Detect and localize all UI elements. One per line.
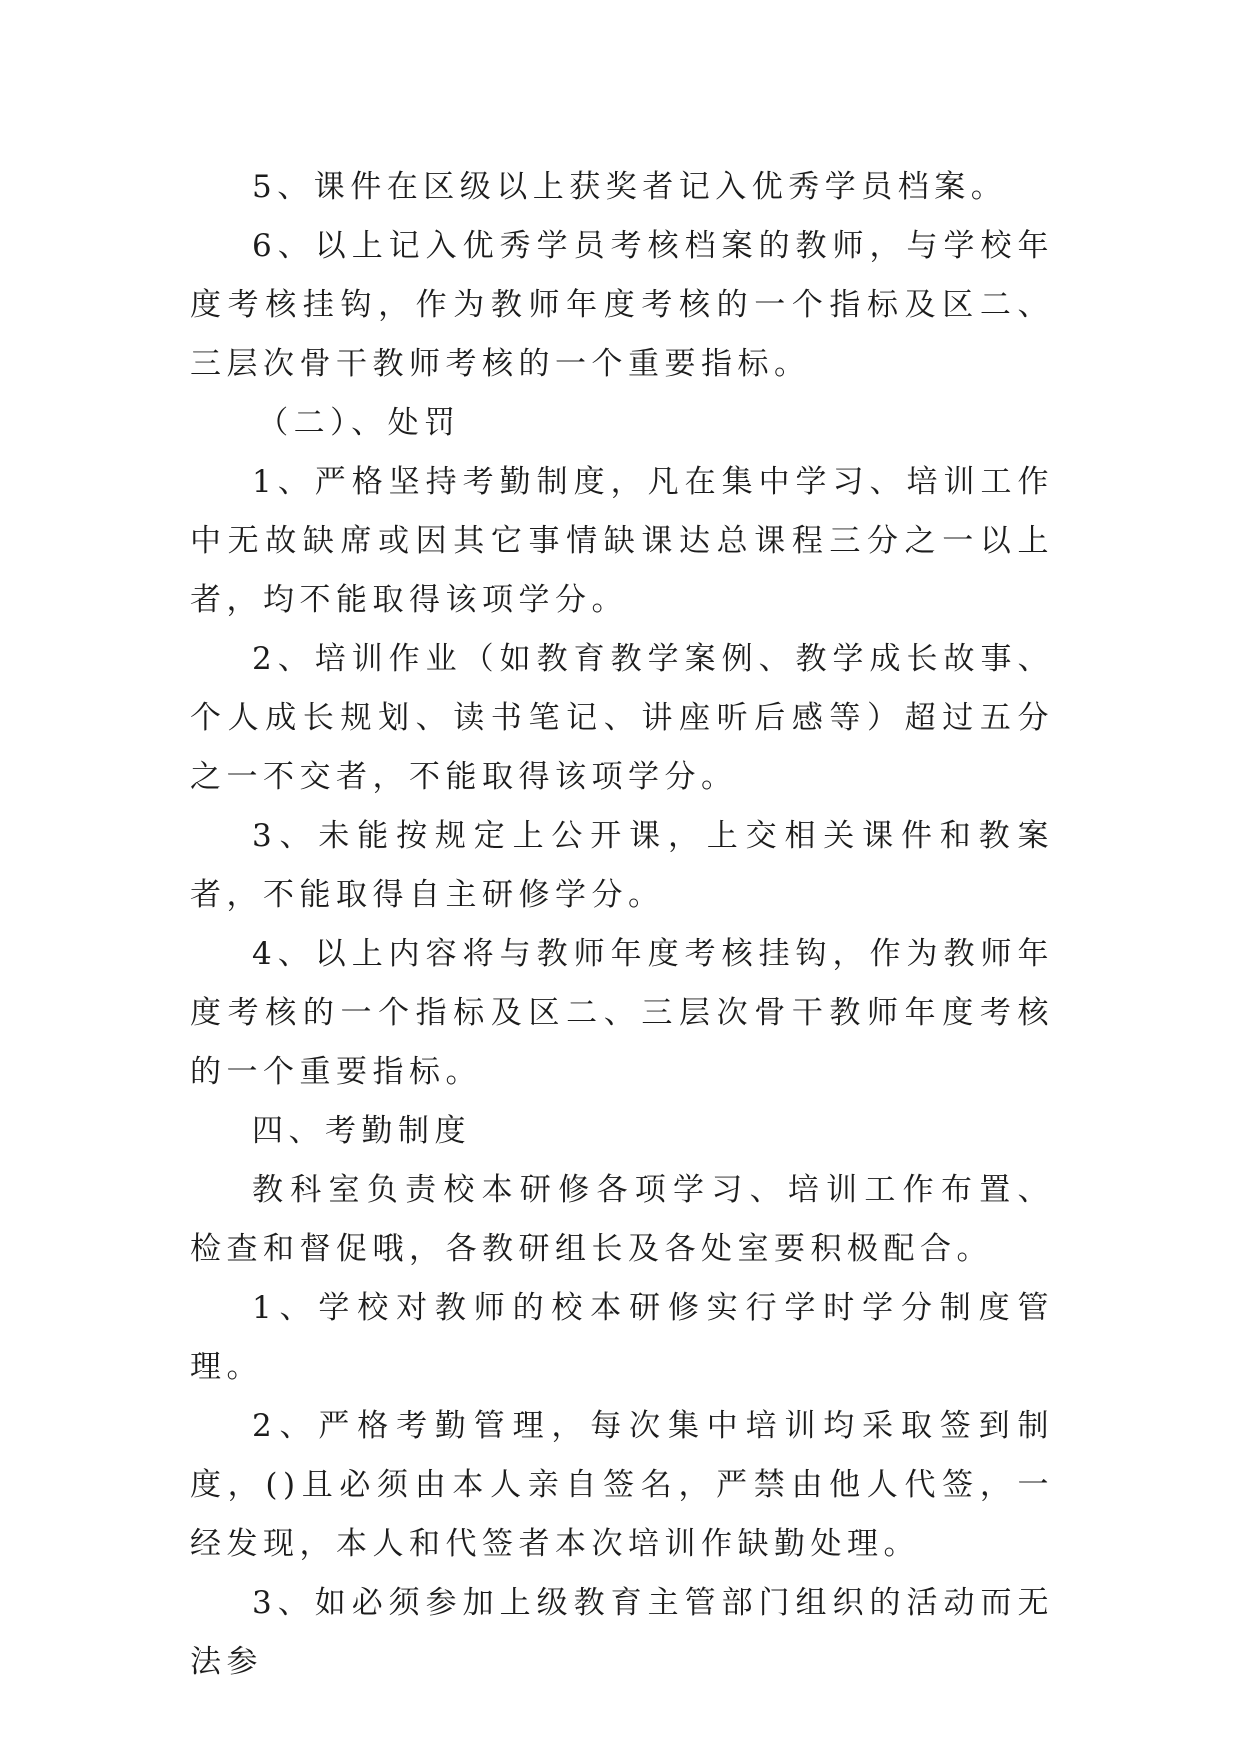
paragraph-attendance-intro: 教科室负责校本研修各项学习、培训工作布置、检查和督促哦，各教研组长及各处室要积极配合。 <box>190 1172 1054 1267</box>
paragraph-attendance-3-external-activities: 3、如必须参加上级教育主管部门组织的活动而无法参 <box>190 1585 1054 1680</box>
section-heading-attendance-system: 四、考勤制度 <box>252 1113 471 1149</box>
paragraph-penalty-2-assignments: 2、培训作业（如教育教学案例、教学成长故事、个人成长规划、读书笔记、讲座听后感等）超过五分之一不交者，不能取得该项学分。 <box>190 641 1054 795</box>
paragraph-penalty-4-appraisal: 4、以上内容将与教师年度考核挂钩，作为教师年度考核的一个指标及区二、三层次骨干教师年度考核的一个重要指标。 <box>190 936 1054 1090</box>
paragraph-penalty-3-open-class: 3、未能按规定上公开课，上交相关课件和教案者，不能取得自主研修学分。 <box>190 818 1054 913</box>
paragraph-penalty-1-attendance: 1、严格坚持考勤制度，凡在集中学习、培训工作中无故缺席或因其它事情缺课达总课程三分之一以上者，均不能取得该项学分。 <box>190 464 1054 618</box>
document-body <box>190 158 1054 1692</box>
paragraph-item-5-courseware-award: 5、课件在区级以上获奖者记入优秀学员档案。 <box>252 169 1008 205</box>
section-heading-penalties: （二）、处罚 <box>257 405 461 441</box>
paragraph-item-6-appraisal-link: 6、以上记入优秀学员考核档案的教师，与学校年度考核挂钩，作为教师年度考核的一个指标及区二、三层次骨干教师考核的一个重要指标。 <box>190 228 1054 382</box>
paragraph-attendance-1-credit-system: 1、学校对教师的校本研修实行学时学分制度管理。 <box>190 1290 1054 1385</box>
paragraph-attendance-2-sign-in: 2、严格考勤管理，每次集中培训均采取签到制度，()且必须由本人亲自签名，严禁由他人代签，一经发现，本人和代签者本次培训作缺勤处理。 <box>190 1408 1054 1562</box>
